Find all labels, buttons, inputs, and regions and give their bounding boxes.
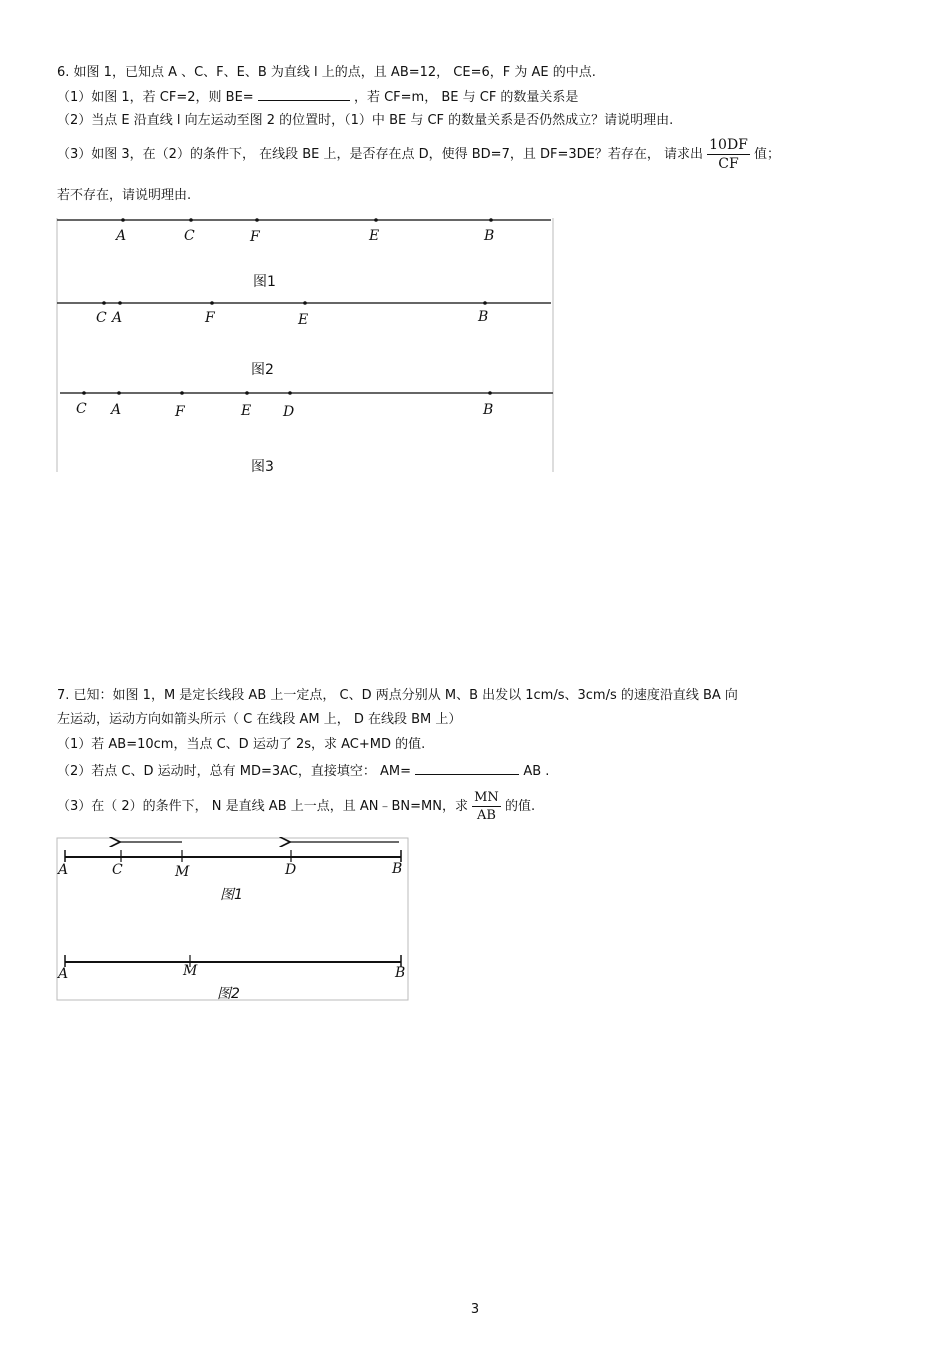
fig3-caption: 图3 [251, 459, 274, 475]
fig3-label-f: F [175, 404, 185, 420]
q7-fig1-caption: 图1 [220, 887, 243, 903]
q6-part1-text-b: ，若 CF=m， BE 与 CF 的数量关系是 [353, 90, 579, 105]
fig1-caption: 图1 [253, 274, 276, 290]
q7-fig2-label-a: A [58, 966, 69, 982]
fig3-label-e: E [241, 403, 252, 419]
q6-fraction [707, 138, 750, 171]
q6-part3-text-b: 值； [754, 147, 781, 162]
q6-fraction-numerator: 10DF [709, 137, 748, 153]
q6-line-4 [57, 138, 780, 171]
q6-part1-text: （1）如图 1，若 CF=2，则 BE= [57, 90, 254, 105]
q7-part2-text: （2）若点 C、D 运动时，总有 MD=3AC，直接填空： AM= [57, 764, 412, 779]
q7-fig2-label-m: M [183, 963, 198, 979]
q7-fig1-label-m: M [175, 864, 190, 880]
fig1-label-f: F [250, 229, 260, 245]
q7-answer-blank[interactable] [415, 761, 519, 775]
q7-line-2: 左运动，运动方向如箭头所示（ C 在线段 AM 上， D 在线段 BM 上） [57, 712, 462, 727]
fig2-label-f: F [205, 310, 215, 326]
q6-line-1: 6. 如图 1，已知点 A 、C、F、E、B 为直线 l 上的点，且 AB=12， CE=6，F 为 AE 的中点. [57, 65, 596, 80]
fig2-label-e: E [298, 312, 309, 328]
q6-line-3: （2）当点 E 沿直线 l 向左运动至图 2 的位置时，（1）中 BE 与 CF 的数量关系是否仍然成立？请说明理由. [57, 113, 674, 128]
fig3-label-b: B [483, 402, 494, 418]
q7-line-3: （1）若 AB=10cm，当点 C、D 运动了 2s，求 AC+MD 的值. [57, 737, 426, 752]
fig1-label-a: A [116, 228, 127, 244]
fig1-label-c: C [184, 228, 195, 244]
q6-fraction-denominator: CF [718, 156, 739, 172]
q6-answer-blank-1[interactable] [258, 87, 350, 101]
fig1-label-e: E [369, 228, 380, 244]
q7-line-1: 7. 已知：如图 1，M 是定长线段 AB 上一定点， C、D 两点分别从 M、B 出发以 1cm/s、3cm/s 的速度沿直线 BA 向 [57, 688, 738, 703]
q7-part3-text: （3）在（ 2）的条件下， N 是直线 AB 上一点，且 AN﹣BN=MN，求 [57, 799, 468, 814]
q7-part2-text-b: AB . [523, 764, 550, 779]
fig2-label-a: A [112, 310, 123, 326]
fig2-label-c: C [96, 310, 107, 326]
q7-fig1-label-d: D [285, 862, 297, 878]
q7-fig1-label-c: C [112, 862, 123, 878]
q7-fig1-label-b: B [392, 861, 403, 877]
fig1-label-b: B [484, 228, 495, 244]
q7-part3-text-b: 的值. [504, 799, 536, 814]
q6-line-5: 若不存在，请说明理由. [57, 188, 192, 203]
q7-fig2-caption: 图2 [217, 986, 240, 1002]
fig3-label-d: D [283, 404, 295, 420]
page-number: 3 [470, 1302, 480, 1317]
q7-fig1-label-a: A [58, 862, 69, 878]
fig2-caption: 图2 [251, 362, 274, 378]
fig3-label-c: C [76, 401, 87, 417]
q7-fig2-label-b: B [395, 965, 406, 981]
q7-fraction-numerator: MN [474, 790, 499, 805]
q6-part3-text: （3）如图 3，在（2）的条件下， 在线段 BE 上，是否存在点 D，使得 BD=7，且 DF=3DE？若存在， 请求出 [57, 147, 703, 162]
q7-fraction-denominator: AB [476, 808, 496, 823]
q6-line-2 [57, 87, 578, 107]
fig3-label-a: A [111, 402, 122, 418]
q7-line-5 [57, 791, 535, 822]
q7-fraction [472, 791, 501, 822]
q7-line-4 [57, 761, 549, 781]
fig2-label-b: B [478, 309, 489, 325]
